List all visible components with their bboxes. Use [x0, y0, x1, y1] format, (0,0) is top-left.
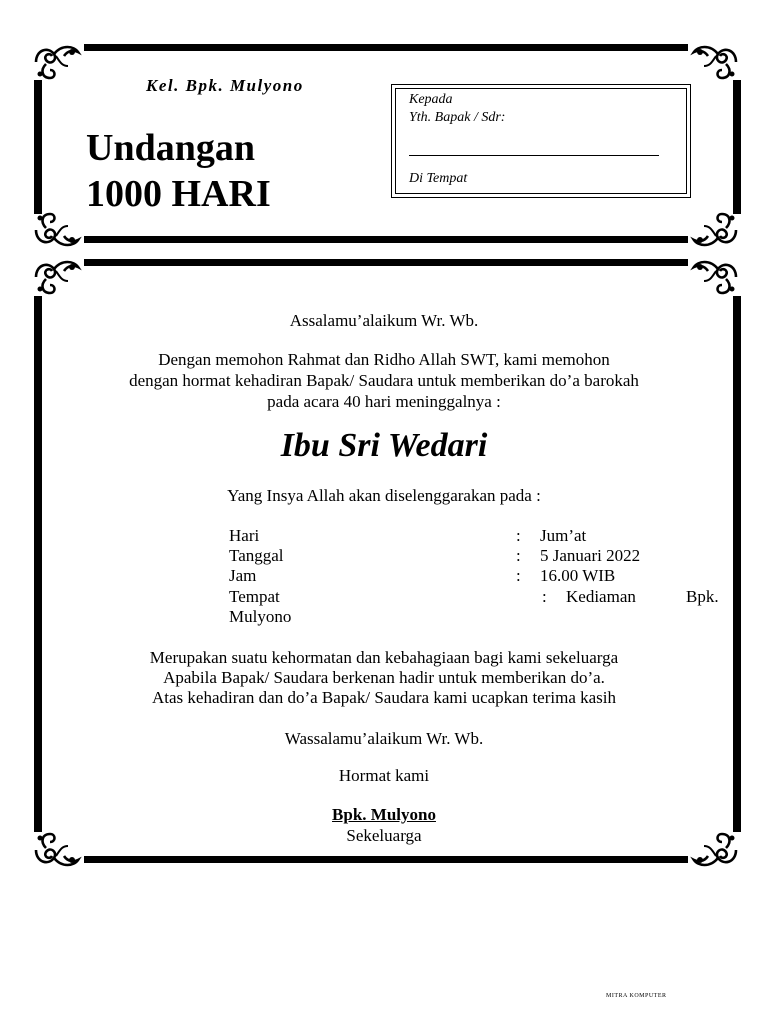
detail-label-jam: Jam — [229, 566, 257, 585]
detail-colon: : — [516, 526, 521, 545]
corner-ornament-icon — [32, 257, 82, 297]
top-card-border-bottom — [84, 236, 688, 243]
detail-value-tanggal: 5 Januari 2022 — [540, 546, 641, 565]
recipient-name-line — [409, 155, 659, 156]
deceased-name: Ibu Sri Wedari — [280, 427, 488, 464]
greeting: Assalamu’alaikum Wr. Wb. — [289, 311, 479, 330]
detail-colon: : — [542, 587, 547, 606]
kepada-label: Kepada — [409, 92, 453, 107]
signer-name — [0, 805, 768, 825]
corner-ornament-icon — [690, 42, 740, 82]
recipient-box — [391, 84, 691, 198]
family-name: Kel. Bpk. Mulyono — [146, 76, 304, 95]
opening-line-1: Dengan memohon Rahmat dan Ridho Allah SWT, kami memohon — [158, 350, 610, 369]
detail-label-hari: Hari — [229, 526, 260, 545]
corner-ornament-icon — [690, 257, 740, 297]
detail-value-hari: Jum’at — [540, 526, 587, 545]
main-card-border-bottom — [84, 856, 688, 863]
detail-colon: : — [516, 566, 521, 585]
detail-value-tempat-2: Bpk. — [686, 587, 719, 606]
regards: Hormat kami — [338, 766, 430, 785]
opening-line-3: pada acara 40 hari meninggalnya : — [267, 392, 501, 411]
detail-value-jam: 16.00 WIB — [540, 566, 616, 585]
top-card-border-right — [733, 80, 741, 214]
top-card-border-top — [84, 44, 688, 51]
corner-ornament-icon — [690, 210, 740, 250]
di-tempat-label: Di Tempat — [409, 171, 468, 186]
detail-label-tempat: Tempat — [229, 587, 280, 606]
detail-label-tanggal: Tanggal — [229, 546, 284, 565]
closing-line-2: Apabila Bapak/ Saudara berkenan hadir untuk memberikan do’a. — [163, 668, 605, 687]
invitation-title: Undangan — [86, 127, 255, 169]
closing-line-1: Merupakan suatu kehormatan dan kebahagiaan bagi kami sekeluarga — [149, 648, 619, 667]
farewell: Wassalamu’alaikum Wr. Wb. — [284, 729, 484, 748]
invitation-subtitle: 1000 HARI — [86, 173, 271, 215]
top-card-border-left — [34, 80, 42, 214]
yth-label: Yth. Bapak / Sdr: — [409, 110, 506, 125]
corner-ornament-icon — [32, 210, 82, 250]
detail-value-tempat: Kediaman — [566, 587, 636, 606]
detail-colon: : — [516, 546, 521, 565]
main-card-border-top — [84, 259, 688, 266]
event-intro: Yang Insya Allah akan diselenggarakan pada : — [227, 486, 541, 505]
corner-ornament-icon — [32, 42, 82, 82]
signer-name-text: Bpk. Mulyono — [332, 805, 436, 824]
signer-sub: Sekeluarga — [346, 826, 422, 845]
opening-line-2: dengan hormat kehadiran Bapak/ Saudara untuk memberikan do’a barokah — [129, 371, 639, 390]
closing-line-3: Atas kehadiran dan do’a Bapak/ Saudara kami ucapkan terima kasih — [151, 688, 617, 707]
detail-value-tempat-wrap: Mulyono — [229, 607, 292, 626]
footer-credit: MITRA KOMPUTER — [606, 993, 667, 999]
